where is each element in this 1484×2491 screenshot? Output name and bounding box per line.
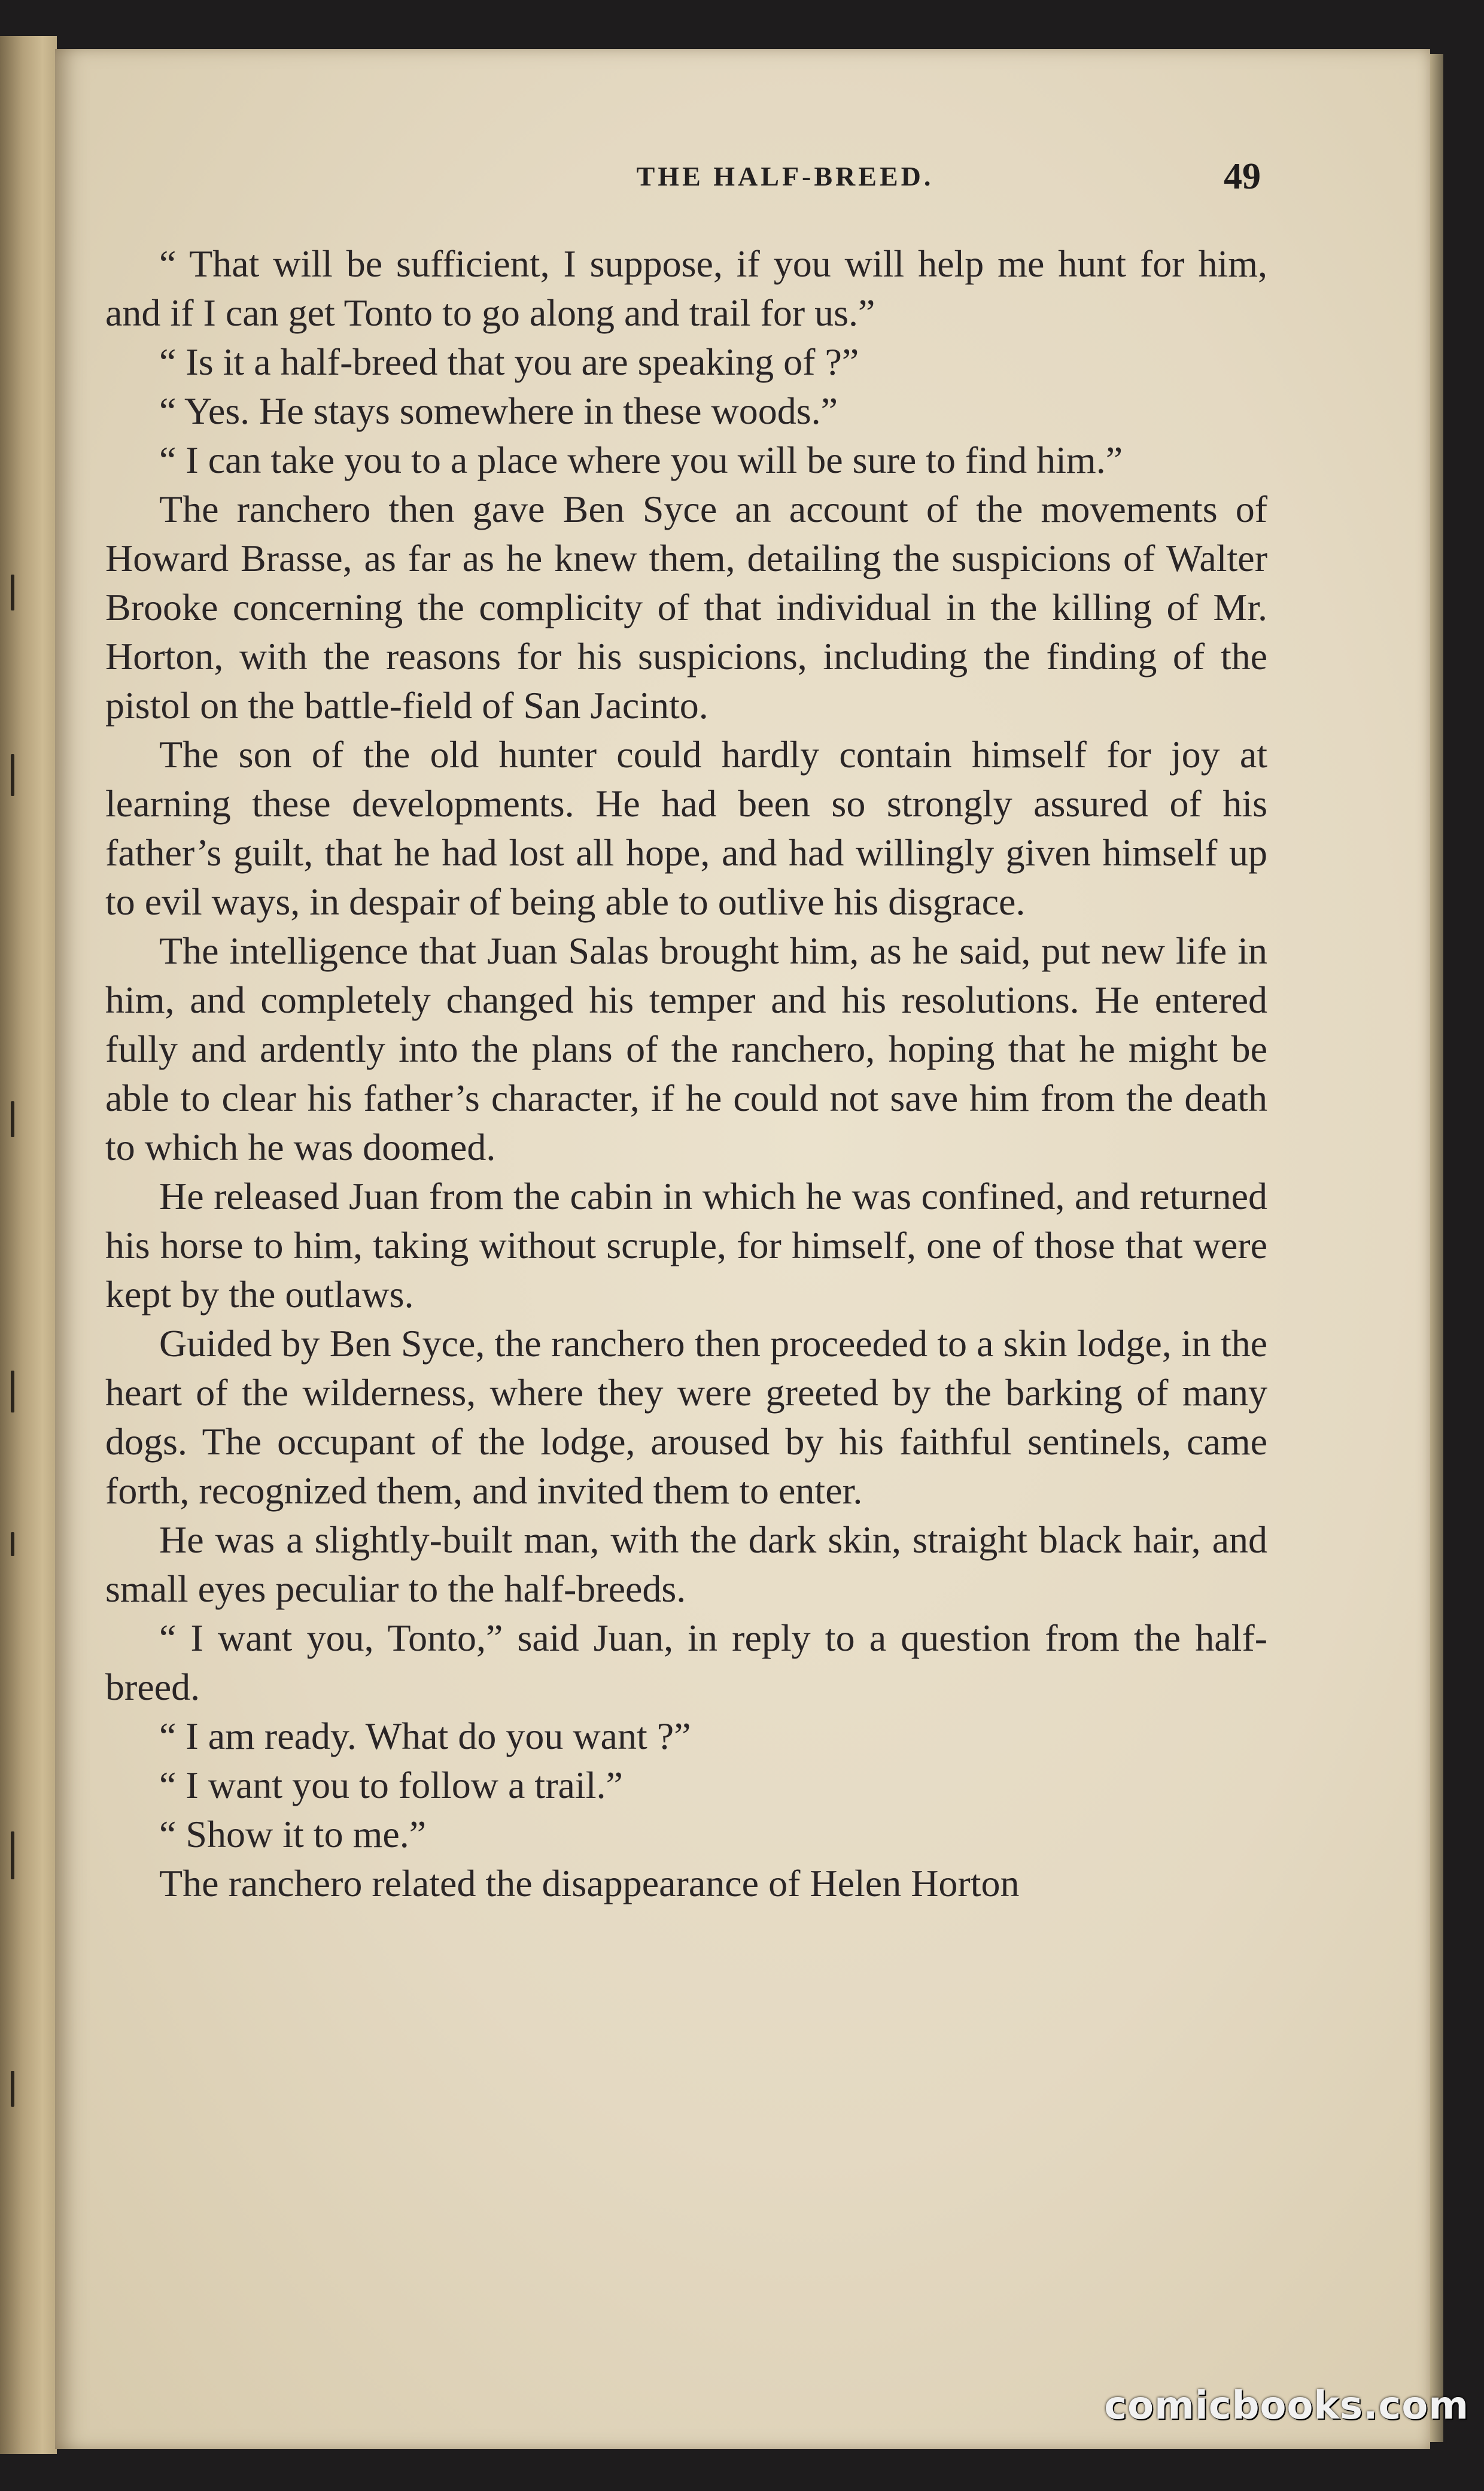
paragraph: He released Juan from the cabin in which he was confined, and returned his horse to him, taking without scruple, for himself, one of those that were kept by the outlaws.	[105, 1175, 1267, 1316]
paragraph: “ I want you, Tonto,” said Juan, in reply to a question from the half-breed.	[105, 1617, 1267, 1708]
paragraph: “ I can take you to a place where you will be sure to find him.”	[159, 439, 1123, 481]
page-number: 49	[1224, 156, 1261, 197]
body-text	[105, 239, 1267, 1908]
running-head	[55, 150, 1430, 203]
running-title: THE HALF-BREED.	[636, 161, 934, 192]
paragraph: “ Yes. He stays somewhere in these woods.”	[159, 390, 838, 432]
paragraph: The ranchero then gave Ben Syce an account of the movements of Howard Brasse, as far as he knew them, detailing the suspicions of Walter Brooke concerning the complicity of that individual in the killing of Mr. Horton, with the reasons for his suspicions, including the finding of the pistol on the battle-field of San Jacinto.	[105, 488, 1267, 727]
paragraph: Guided by Ben Syce, the ranchero then proceeded to a skin lodge, in the heart of the wilderness, where they were greeted by the barking of many dogs. The occupant of the lodge, aroused by his faithful sentinels, came forth, recognized them, and invited them to enter.	[105, 1322, 1267, 1512]
paragraph: “ Is it a half-breed that you are speaking of ?”	[159, 341, 859, 383]
paragraph: “ Show it to me.”	[159, 1813, 427, 1855]
book-page	[55, 49, 1430, 2449]
page-edge-shadow	[1430, 54, 1443, 2442]
paragraph: The intelligence that Juan Salas brought him, as he said, put new life in him, and completely changed his temper and his resolutions. He entered fully and ardently into the plans of the ranchero, hoping that he might be able to clear his father’s character, if he could not save him from the death to which he was doomed.	[105, 929, 1267, 1168]
paragraph: “ I want you to follow a trail.”	[159, 1764, 623, 1806]
paragraph: The son of the old hunter could hardly contain himself for joy at learning these developments. He had been so strongly assured of his father’s guilt, that he had lost all hope, and had willingly given himself up to evil ways, in despair of being able to outlive his disgrace.	[105, 733, 1267, 923]
facing-page-edge	[0, 36, 57, 2454]
paragraph: “ That will be sufficient, I suppose, if you will help me hunt for him, and if I can get Tonto to go along and trail for us.”	[105, 242, 1267, 334]
paragraph: He was a slightly-built man, with the dark skin, straight black hair, and small eyes peculiar to the half-breeds.	[105, 1518, 1267, 1610]
paragraph: The ranchero related the disappearance of Helen Horton	[159, 1862, 1020, 1904]
paragraph: “ I am ready. What do you want ?”	[159, 1715, 691, 1757]
page-edge-marks	[11, 575, 17, 2131]
watermark: comicbooks.com	[1104, 2384, 1469, 2428]
